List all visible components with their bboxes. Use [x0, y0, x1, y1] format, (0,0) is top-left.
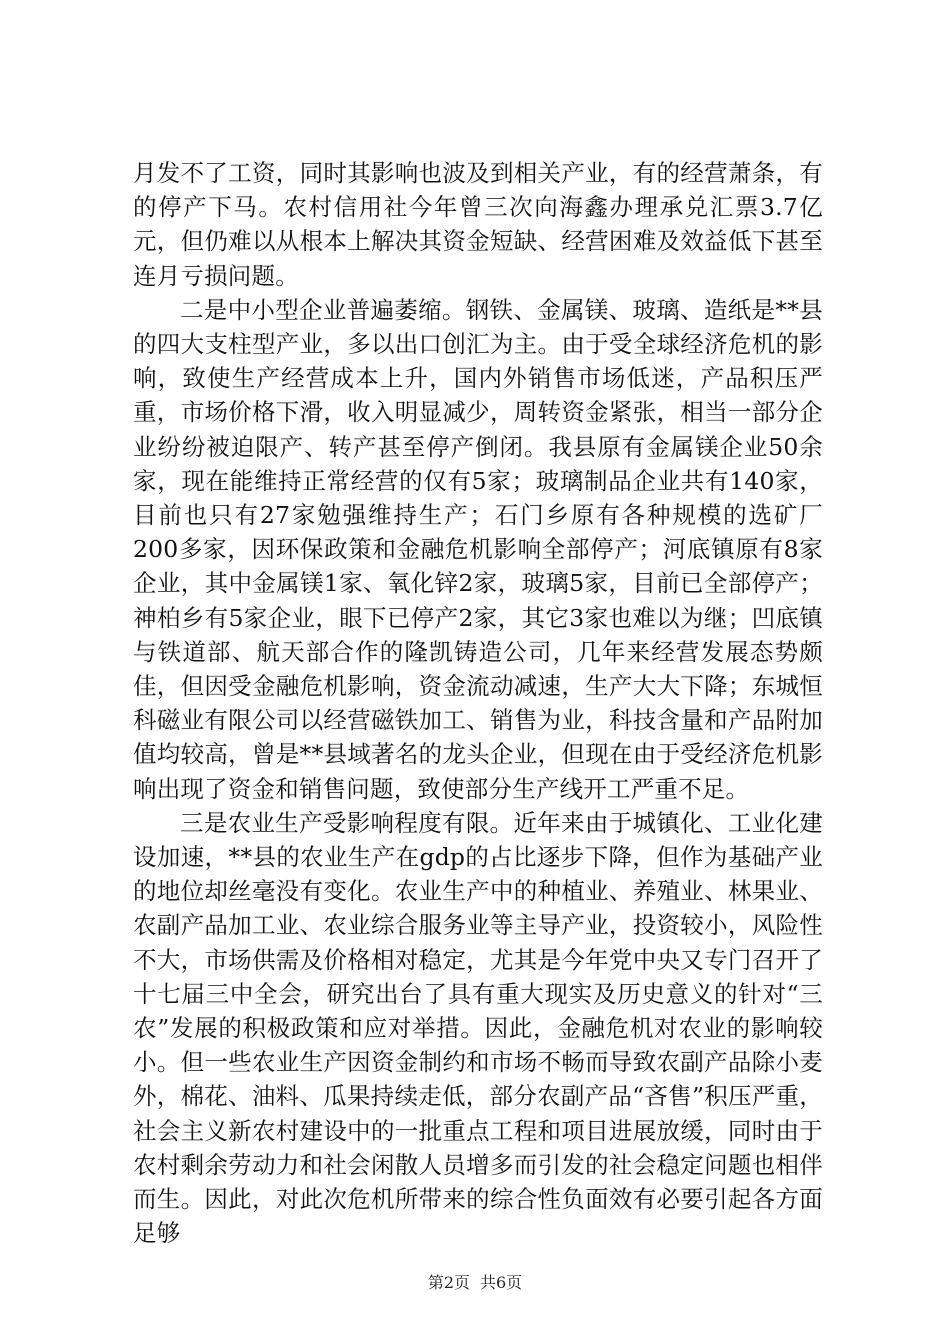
paragraph-continuation: 月发不了工资，同时其影响也波及到相关产业，有的经营萧条，有的停产下马。农村信用社今年曾三次向海鑫办理承兑汇票3.7亿元，但仍难以从根本上解决其资金短缺、经营困难及效益低下甚至连月亏损问题。: [133, 159, 823, 290]
paragraph-agriculture: 三是农业生产受影响程度有限。近年来由于城镇化、工业化建设加速，**县的农业生产在gdp的占比逐步下降，但作为基础产业的地位却丝毫没有变化。农业生产中的种植业、养殖业、林果业、农副产品加工业、农业综合服务业等主导产业，投资较小，风险性不大，市场供需及价格相对稳定，尤其是今年党中央又专门召开了十七届三中全会，研究出台了具有重大现实及历史意义的针对“三农”发展的积极政策和应对举措。因此，金融危机对农业的影响较小。但一些农业生产因资金制约和市场不畅而导致农副产品除小麦外，棉花、油料、瓜果持续走低，部分农副产品“吝售”积压严重，社会主义新农村建设中的一批重点工程和项目进展放缓，同时由于农村剩余劳动力和社会闲散人员增多而引发的社会稳定问题也相伴而生。因此，对此次危机所带来的综合性负面效有必要引起各方面足够: [133, 808, 823, 1248]
page-total: 共6页: [480, 1273, 523, 1292]
document-body: [133, 156, 823, 1251]
page-footer: [0, 1270, 950, 1293]
page-number: 第2页: [427, 1273, 470, 1292]
paragraph-smes-shrinking: 二是中小型企业普遍萎缩。钢铁、金属镁、玻璃、造纸是**县的四大支柱型产业，多以出口创汇为主。由于受全球经济危机的影响，致使生产经营成本上升，国内外销售市场低迷，产品积压严重，市场价格下滑，收入明显减少，周转资金紧张，相当一部分企业纷纷被迫限产、转产甚至停产倒闭。我县原有金属镁企业50余家，现在能维持正常经营的仅有5家；玻璃制品企业共有140家，目前也只有27家勉强维持生产；石门乡原有各种规模的选矿厂200多家，因环保政策和金融危机影响全部停产；河底镇原有8家企业，其中金属镁1家、氧化锌2家，玻璃5家，目前已全部停产；神柏乡有5家企业，眼下已停产2家，其它3家也难以为继；凹底镇与铁道部、航天部合作的隆凯铸造公司，几年来经营发展态势颇佳，但因受金融危机影响，资金流动减速，生产大大下降；东城恒科磁业有限公司以经营磁铁加工、销售为业，科技含量和产品附加值均较高，曾是**县域著名的龙头企业，但现在由于受经济危机影响出现了资金和销售问题，致使部分生产线开工严重不足。: [133, 295, 823, 803]
